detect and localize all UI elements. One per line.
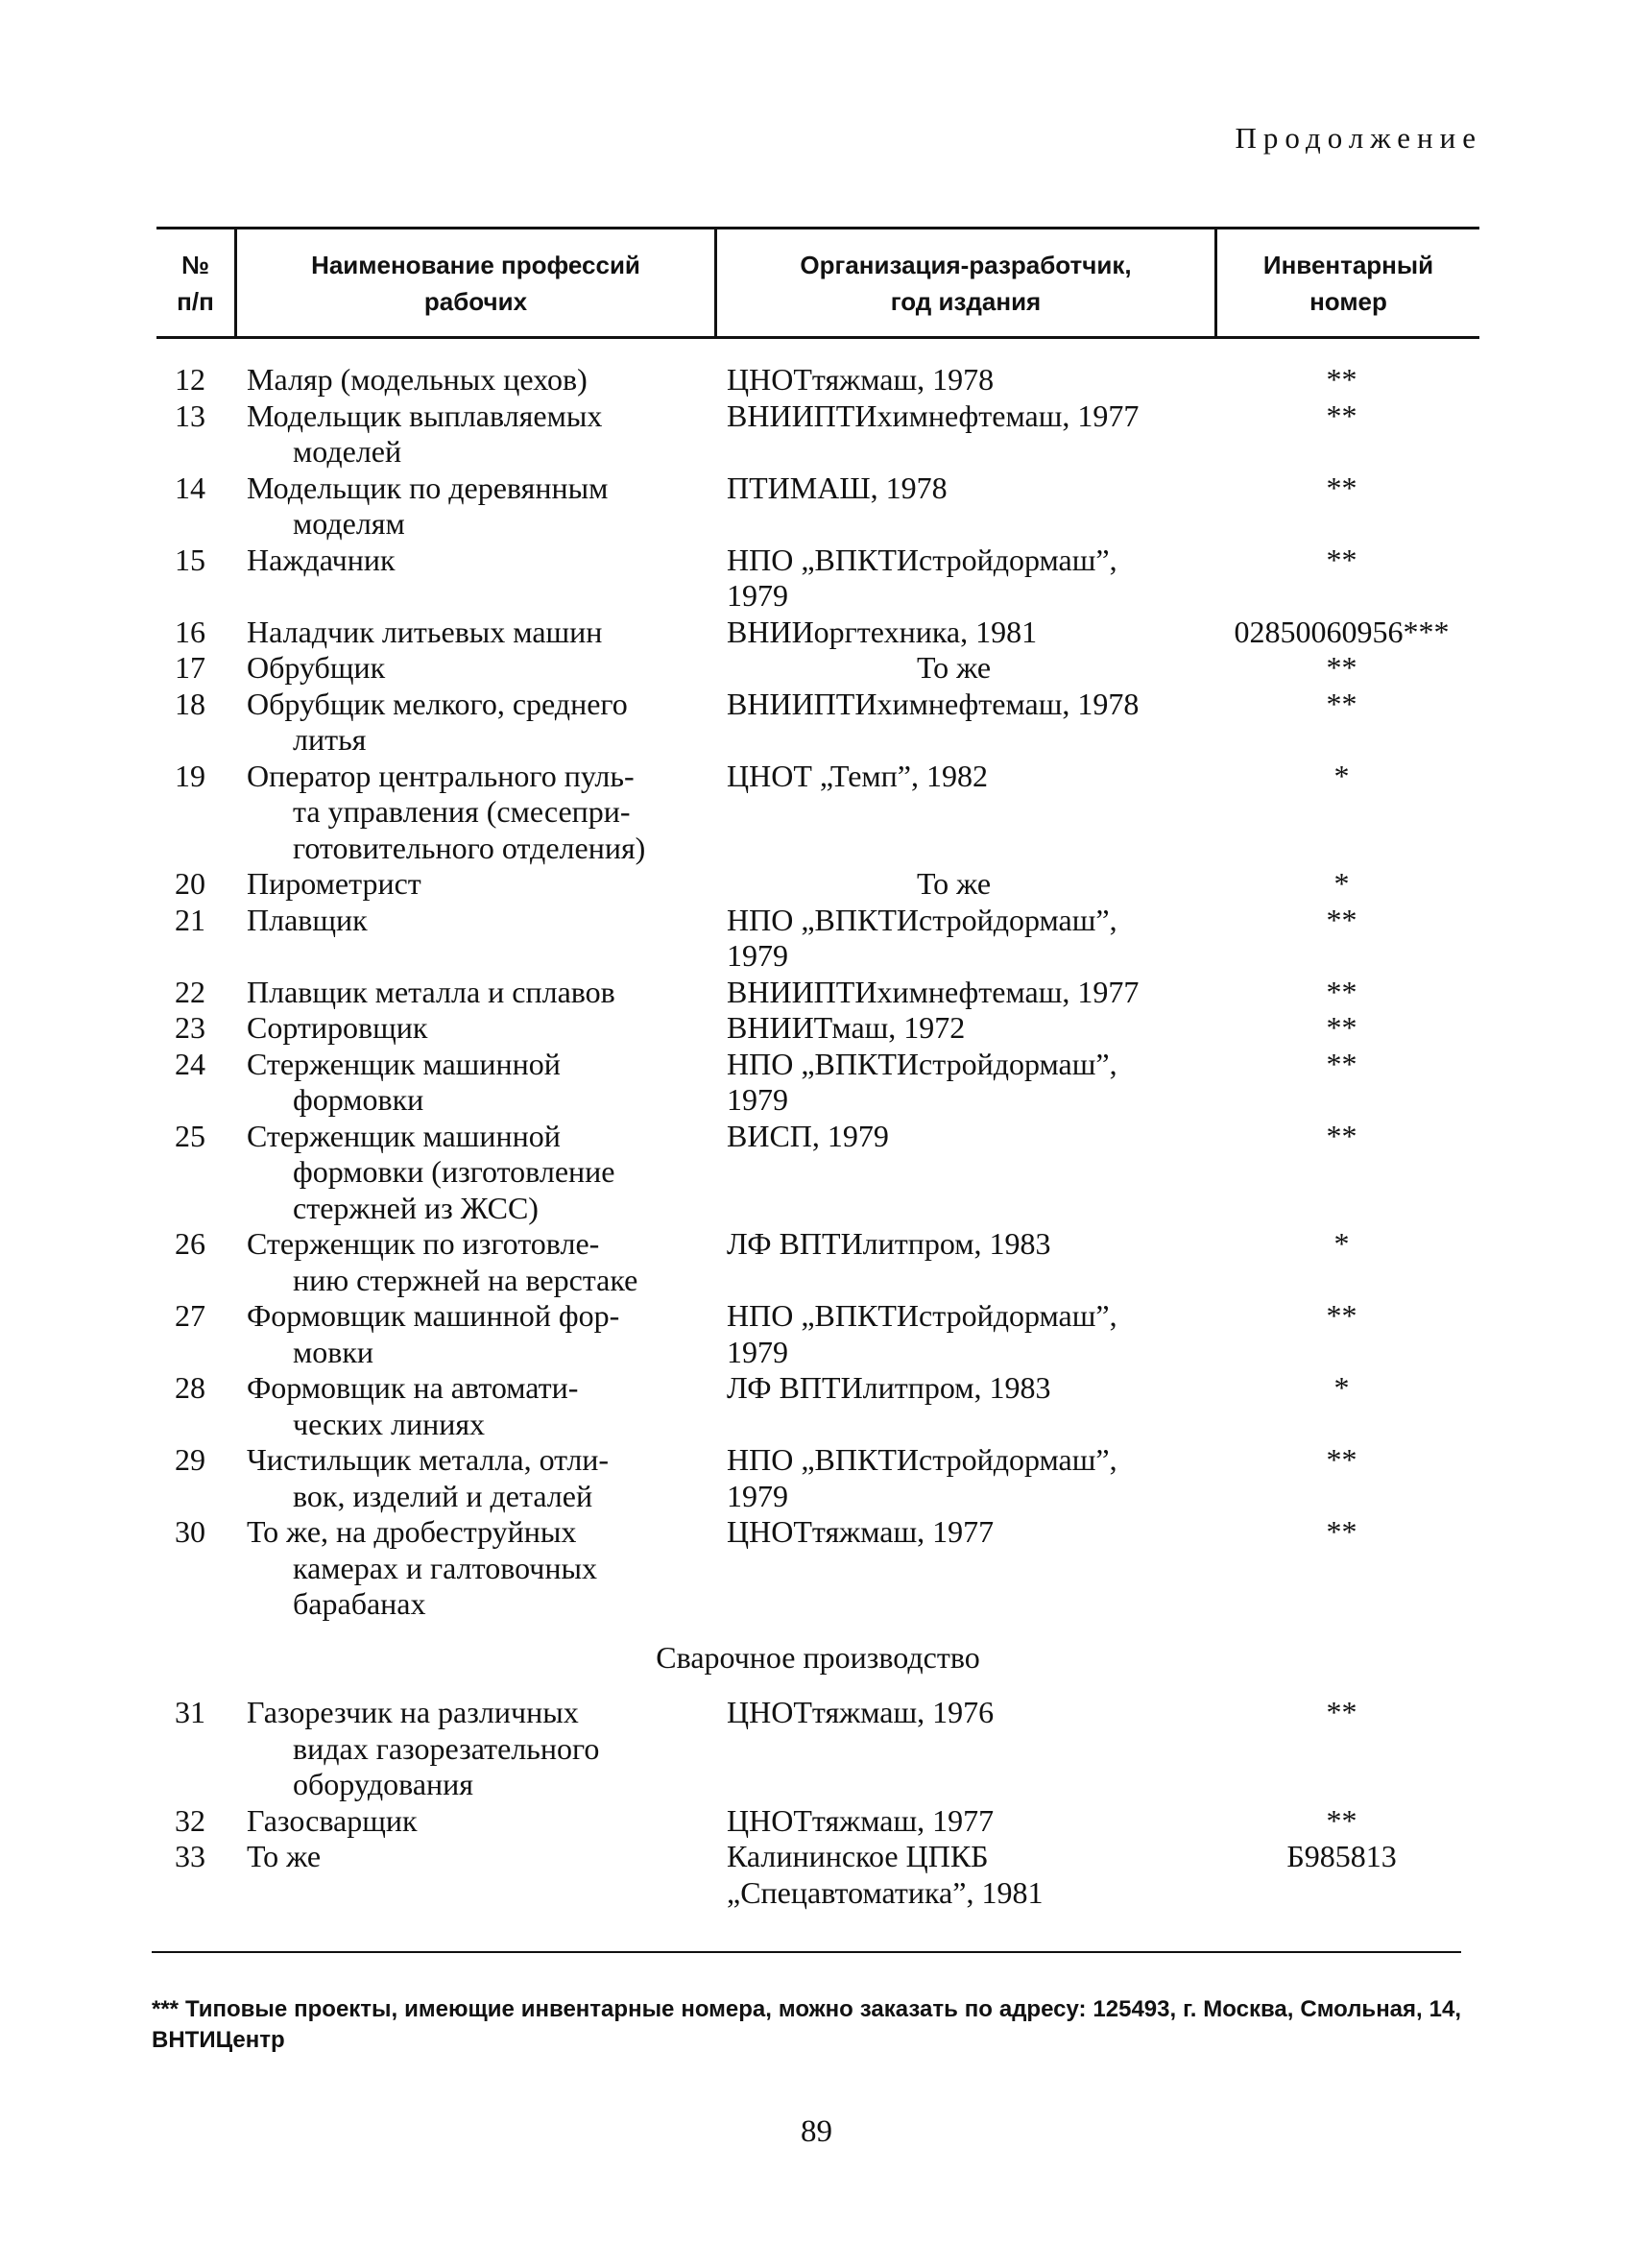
row-number: 12 (175, 362, 205, 397)
table-row (156, 1010, 1479, 1047)
table-row (156, 362, 1479, 398)
table-row (156, 903, 1479, 975)
inventory-number: ** (1326, 650, 1357, 685)
inventory-number: Б985813 (1286, 1839, 1397, 1873)
profession-name: Формовщик на автомати- ческих линиях (247, 1370, 579, 1441)
row-number: 19 (175, 758, 205, 793)
row-number: 14 (175, 470, 205, 505)
table-row (156, 687, 1479, 759)
organization: НПО „ВПКТИстройдормаш”, 1979 (727, 1046, 1117, 1117)
row-number: 32 (175, 1802, 205, 1838)
inventory-number: ** (1326, 1046, 1357, 1081)
row-number: 27 (175, 1298, 205, 1333)
organization: ВНИИПТИхимнефтемаш, 1977 (727, 398, 1140, 433)
organization: То же (916, 650, 992, 685)
row-number: 29 (175, 1442, 205, 1477)
row-number: 17 (175, 650, 205, 685)
profession-name: Сортировщик (247, 1010, 428, 1045)
header-organization: Организация-разработчик, год издания (717, 229, 1217, 336)
inventory-number: ** (1326, 398, 1357, 433)
profession-name: Обрубщик (247, 650, 386, 685)
profession-name: Обрубщик мелкого, среднего литья (247, 686, 628, 757)
profession-name: Газосварщик (247, 1802, 418, 1838)
profession-name: Оператор центрального пуль- та управления (смесепри- готовительного отделения) (247, 758, 646, 865)
table-row (156, 1298, 1479, 1370)
table-row (156, 1803, 1479, 1840)
organization: ВНИИПТИхимнефтемаш, 1977 (727, 974, 1140, 1009)
table-row (156, 1226, 1479, 1298)
profession-name: То же, на дробеструйных камерах и галтовочных барабанах (247, 1514, 597, 1621)
organization: ЦНОТтяжмаш, 1978 (727, 362, 995, 397)
organization: ЦНОТ „Темп”, 1982 (727, 758, 988, 793)
inventory-number: ** (1326, 1298, 1357, 1333)
footnote-rule (152, 1951, 1461, 1953)
profession-name: Плавщик (247, 902, 368, 937)
profession-name: Чистильщик металла, отли- вок, изделий и деталей (247, 1442, 610, 1513)
profession-name: Пирометрист (247, 866, 421, 901)
row-number: 13 (175, 398, 205, 433)
table-row (156, 1839, 1479, 1911)
page-number: 89 (801, 2114, 832, 2149)
inventory-number: ** (1326, 1442, 1357, 1477)
table-row (156, 1695, 1479, 1803)
profession-name: Формовщик машинной фор- мовки (247, 1298, 620, 1369)
table-row (156, 650, 1479, 687)
organization: ВНИИПТИхимнефтемаш, 1978 (727, 686, 1140, 721)
row-number: 25 (175, 1118, 205, 1153)
inventory-number: ** (1326, 1695, 1357, 1729)
table-row (156, 1442, 1479, 1514)
table-header-rule (156, 336, 1479, 339)
profession-name: Плавщик металла и сплавов (247, 974, 615, 1009)
table-row (156, 975, 1479, 1011)
table-row (156, 1047, 1479, 1119)
inventory-number: * (1333, 1370, 1350, 1405)
row-number: 23 (175, 1010, 205, 1045)
section-title: Сварочное производство (656, 1639, 980, 1675)
organization: ЛФ ВПТИлитпром, 1983 (727, 1370, 1051, 1405)
profession-name: То же (247, 1839, 322, 1873)
header-number: № п/п (156, 229, 237, 336)
table-row (156, 1514, 1479, 1623)
profession-name: Стерженщик машинной формовки (изготовление стержней из ЖСС) (247, 1118, 615, 1225)
organization: ПТИМАШ, 1978 (727, 470, 948, 505)
row-number: 21 (175, 902, 205, 937)
organization: НПО „ВПКТИстройдормаш”, 1979 (727, 902, 1117, 973)
table-body (156, 362, 1479, 1911)
inventory-number: ** (1326, 1010, 1357, 1045)
inventory-number: 02850060956*** (1234, 614, 1450, 649)
organization: ВНИИТмаш, 1972 (727, 1010, 966, 1045)
table-header (156, 229, 1479, 336)
organization: Калининское ЦПКБ „Спецавтоматика”, 1981 (727, 1839, 1044, 1910)
organization: НПО „ВПКТИстройдормаш”, 1979 (727, 1442, 1117, 1513)
inventory-number: ** (1326, 362, 1357, 397)
inventory-number: ** (1326, 1514, 1357, 1549)
inventory-number: * (1333, 1226, 1350, 1261)
rows-foundry (156, 362, 1479, 1623)
organization: ВНИИоргтехника, 1981 (727, 614, 1038, 649)
inventory-number: ** (1326, 902, 1357, 937)
row-number: 22 (175, 974, 205, 1009)
table-row (156, 615, 1479, 651)
profession-name: Стерженщик машинной формовки (247, 1046, 561, 1117)
row-number: 16 (175, 614, 205, 649)
profession-name: Модельщик по деревянным моделям (247, 470, 609, 541)
table-row (156, 1119, 1479, 1227)
footnote: *** Типовые проекты, имеющие инвентарные номера, можно заказать по адресу: 125493, г. Москва, Смольная, 14, ВНТИЦентр (152, 1996, 1461, 2053)
organization: ЦНОТтяжмаш, 1976 (727, 1695, 995, 1729)
table-row (156, 470, 1479, 543)
profession-name: Модельщик выплавляемых моделей (247, 398, 603, 469)
profession-name: Маляр (модельных цехов) (247, 362, 588, 397)
table-row (156, 1370, 1479, 1442)
organization: То же (916, 866, 992, 901)
organization: ВИСП, 1979 (727, 1118, 889, 1153)
organization: ЦНОТтяжмаш, 1977 (727, 1514, 995, 1549)
row-number: 20 (175, 866, 205, 901)
continuation-label: Продолжение (1235, 121, 1482, 155)
profession-name: Наладчик литьевых машин (247, 614, 603, 649)
inventory-number: * (1333, 758, 1350, 793)
table-row (156, 398, 1479, 470)
profession-name: Наждачник (247, 542, 396, 577)
organization: ЛФ ВПТИлитпром, 1983 (727, 1226, 1051, 1261)
row-number: 15 (175, 542, 205, 577)
table-row (156, 759, 1479, 867)
row-number: 33 (175, 1839, 205, 1873)
profession-name: Стерженщик по изготовле- нию стержней на верстаке (247, 1226, 638, 1297)
row-number: 24 (175, 1046, 205, 1081)
organization: НПО „ВПКТИстройдормаш”, 1979 (727, 1298, 1117, 1369)
inventory-number: ** (1326, 1802, 1357, 1838)
header-profession: Наименование профессий рабочих (237, 229, 717, 336)
header-inventory: Инвентарный номер (1262, 250, 1434, 316)
organization: НПО „ВПКТИстройдормаш”, 1979 (727, 542, 1117, 613)
table-row (156, 866, 1479, 903)
inventory-number: * (1333, 866, 1350, 901)
row-number: 28 (175, 1370, 205, 1405)
row-number: 30 (175, 1514, 205, 1549)
inventory-number: ** (1326, 1118, 1357, 1153)
row-number: 18 (175, 686, 205, 721)
organization: ЦНОТтяжмаш, 1977 (727, 1802, 995, 1838)
inventory-number: ** (1326, 542, 1357, 577)
row-number: 31 (175, 1695, 205, 1729)
row-number: 26 (175, 1226, 205, 1261)
inventory-number: ** (1326, 686, 1357, 721)
profession-name: Газорезчик на различных видах газорезательного оборудования (247, 1695, 600, 1801)
rows-welding (156, 1695, 1479, 1911)
inventory-number: ** (1326, 974, 1357, 1009)
inventory-number: ** (1326, 470, 1357, 505)
table-row (156, 543, 1479, 615)
